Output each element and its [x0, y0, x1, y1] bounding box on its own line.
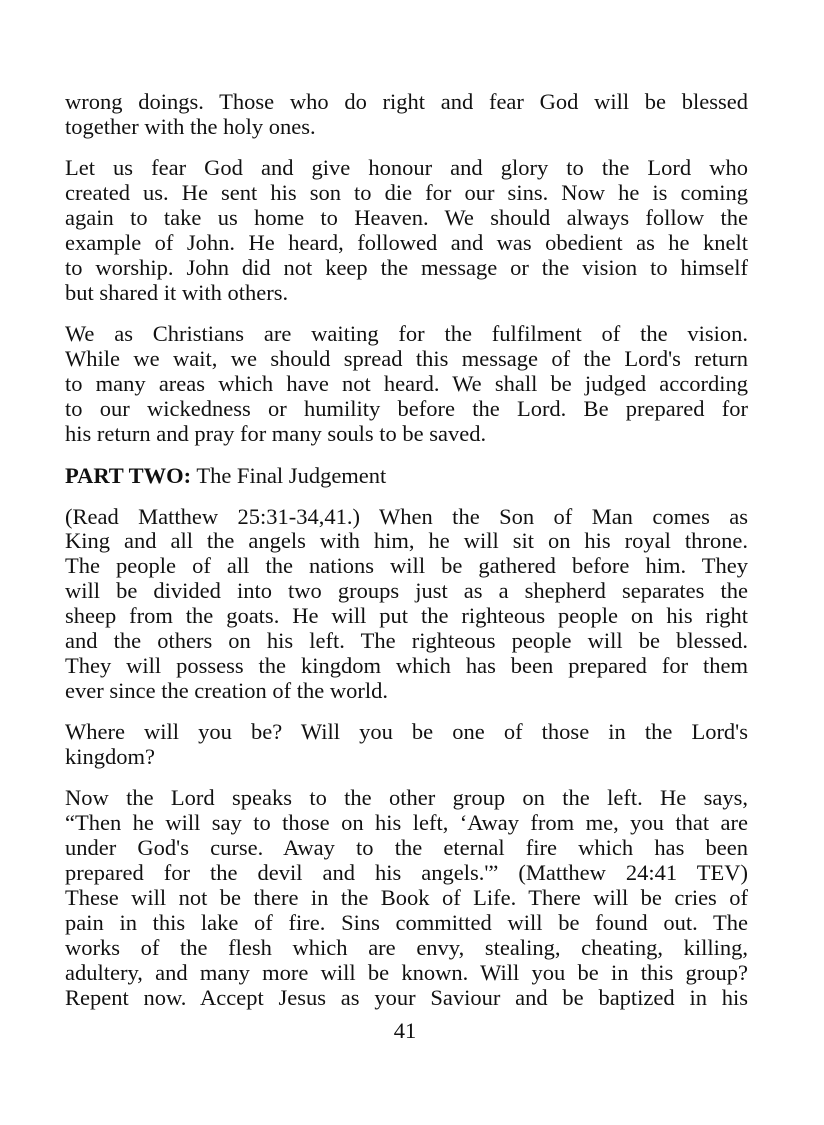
text-line: and the others on his left. The righteous people will be blessed. — [65, 628, 748, 654]
text-line: These will not be there in the Book of Life. There will be cries of — [65, 885, 748, 911]
paragraph — [65, 505, 748, 704]
text-line: together with the holy ones. — [65, 113, 316, 139]
paragraph — [65, 90, 748, 140]
text-line: (Read Matthew 25:31-34,41.) When the Son of Man comes as — [65, 503, 748, 529]
text-line: pain in this lake of fire. Sins committed will be found out. The — [65, 909, 748, 935]
text-line: kingdom? — [65, 744, 155, 770]
text-line: to many areas which have not heard. We shall be judged according — [65, 370, 748, 396]
paragraph — [65, 786, 748, 1010]
text-line: “Then he will say to those on his left, ‘Away from me, you that are — [65, 810, 748, 836]
text-line: King and all the angels with him, he will sit on his royal throne. — [65, 528, 748, 554]
section-heading — [65, 463, 748, 488]
text-line: created us. He sent his son to die for our sins. Now he is coming — [65, 180, 748, 206]
section-after-heading — [65, 505, 748, 1011]
text-line: works of the flesh which are envy, stealing, cheating, killing, — [65, 934, 748, 960]
text-line: his return and pray for many souls to be saved. — [65, 420, 487, 446]
text-line: to worship. John did not keep the message or the vision to himself — [65, 254, 748, 280]
paragraph — [65, 322, 748, 446]
text-line: prepared for the devil and his angels.'” (Matthew 24:41 TEV) — [65, 860, 748, 886]
text-line: Repent now. Accept Jesus as your Saviour and be baptized in his — [65, 984, 748, 1010]
text-line: under God's curse. Away to the eternal fire which has been — [65, 835, 748, 861]
text-line: Where will you be? Will you be one of those in the Lord's — [65, 719, 748, 745]
text-line: ever since the creation of the world. — [65, 677, 388, 703]
text-line: While we wait, we should spread this message of the Lord's return — [65, 346, 748, 372]
text-line: Now the Lord speaks to the other group on the left. He says, — [65, 785, 748, 811]
paragraph — [65, 156, 748, 305]
text-line: Let us fear God and give honour and glory to the Lord who — [65, 155, 748, 181]
text-line: again to take us home to Heaven. We should always follow the — [65, 205, 748, 231]
text-line: but shared it with others. — [65, 279, 289, 305]
section-before-heading — [65, 90, 748, 447]
text-line: to our wickedness or humility before the Lord. Be prepared for — [65, 395, 748, 421]
text-line: They will possess the kingdom which has been prepared for them — [65, 652, 748, 678]
page-number: 41 — [393, 1018, 417, 1043]
heading-label: PART TWO: — [65, 463, 192, 489]
text-line: sheep from the goats. He will put the righteous people on his right — [65, 603, 748, 629]
text-line: example of John. He heard, followed and was obedient as he knelt — [65, 229, 748, 255]
text-line: will be divided into two groups just as a shepherd separates the — [65, 578, 748, 604]
paragraph — [65, 720, 748, 770]
text-line: wrong doings. Those who do right and fear God will be blessed — [65, 89, 748, 114]
text-line: adultery, and many more will be known. Will you be in this group? — [65, 959, 748, 985]
page-body — [65, 90, 748, 1011]
text-line: We as Christians are waiting for the fulfilment of the vision. — [65, 321, 748, 347]
text-line: The people of all the nations will be gathered before him. They — [65, 553, 748, 579]
heading-title: The Final Judgement — [191, 463, 387, 489]
